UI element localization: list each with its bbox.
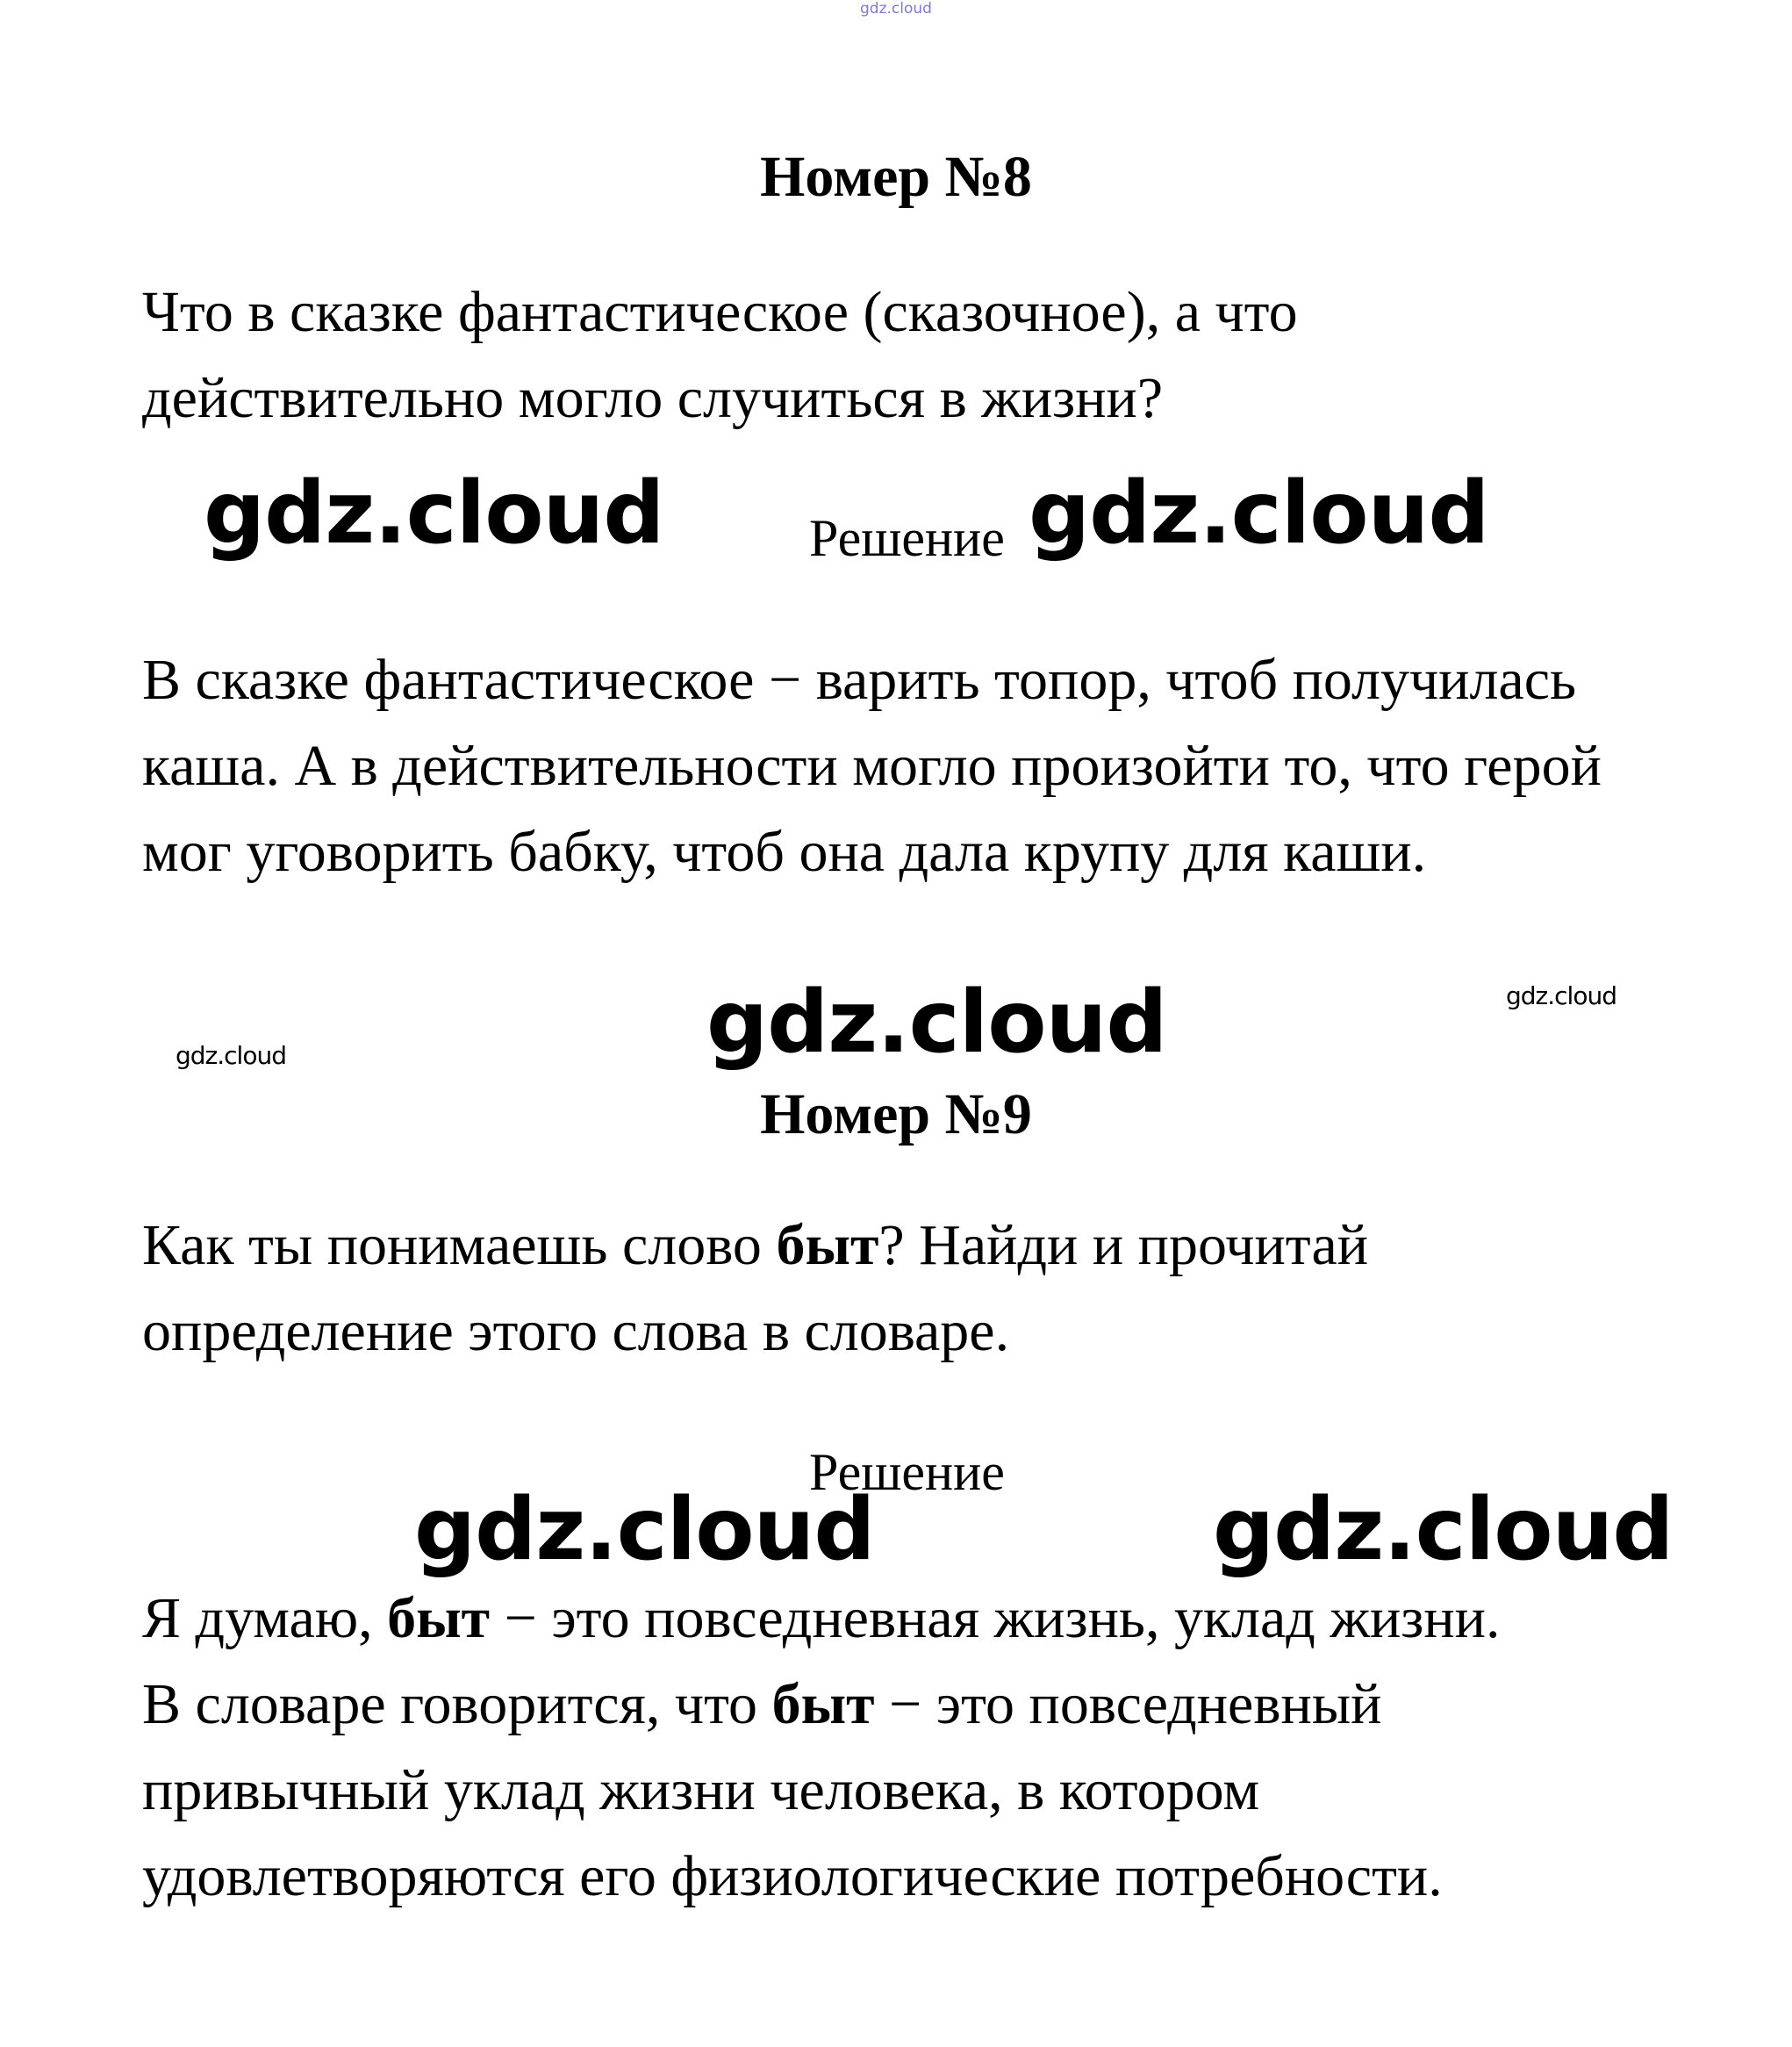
task8-question xyxy=(142,269,1298,442)
task8-answer-line-1: В сказке фантастическое − варить топор, чтоб получилась xyxy=(142,648,1577,712)
text-segment: Как ты понимаешь слово xyxy=(142,1213,777,1277)
text-segment: − это повседневный xyxy=(874,1672,1382,1736)
bold-term: быт xyxy=(771,1672,875,1736)
watermark-logo: gdz.cloud xyxy=(1029,463,1489,564)
text-segment: ? Найди и прочитай xyxy=(878,1213,1369,1277)
task9-answer-line-4: удовлетворяются его физиологические потребности. xyxy=(142,1844,1443,1908)
watermark-logo: gdz.cloud xyxy=(1213,1480,1674,1580)
task9-answer-line-2 xyxy=(142,1662,1501,1748)
watermark-logo: gdz.cloud xyxy=(706,973,1167,1073)
task8-question-line-1: Что в сказке фантастическое (сказочное), а что xyxy=(142,280,1298,344)
task8-solution-label: Решение xyxy=(809,509,1005,567)
task9-solution-label: Решение xyxy=(809,1443,1005,1501)
watermark-logo: gdz.cloud xyxy=(414,1480,875,1580)
task9-answer-line-3: привычный уклад жизни человека, в котором xyxy=(142,1758,1260,1822)
task8-answer xyxy=(142,637,1602,895)
bold-term: быт xyxy=(776,1213,879,1277)
task9-answer-line-1 xyxy=(142,1576,1501,1662)
watermark-logo-small: gdz.cloud xyxy=(176,1041,286,1070)
watermark-logo: gdz.cloud xyxy=(204,463,664,564)
text-segment: − это повседневная жизнь, уклад жизни. xyxy=(490,1586,1501,1650)
task8-question-line-2: действительно могло случиться в жизни? xyxy=(142,366,1164,430)
task8-heading: Номер №8 xyxy=(760,145,1032,209)
task9-answer xyxy=(142,1576,1501,1920)
bold-term: быт xyxy=(387,1586,491,1650)
text-segment: В словаре говорится, что xyxy=(142,1672,772,1736)
top-watermark: gdz.cloud xyxy=(860,0,932,18)
task9-heading: Номер №9 xyxy=(760,1082,1032,1146)
task8-answer-line-3: мог уговорить бабку, чтоб она дала крупу для каши. xyxy=(142,820,1427,884)
task9-question-line-1 xyxy=(142,1203,1368,1289)
text-segment: Я думаю, xyxy=(142,1586,388,1650)
task8-answer-line-2: каша. А в действительности могло произойти то, что герой xyxy=(142,734,1602,798)
task9-question-line-2: определение этого слова в словаре. xyxy=(142,1299,1010,1363)
task9-question xyxy=(142,1203,1368,1375)
watermark-logo-small: gdz.cloud xyxy=(1506,981,1616,1010)
